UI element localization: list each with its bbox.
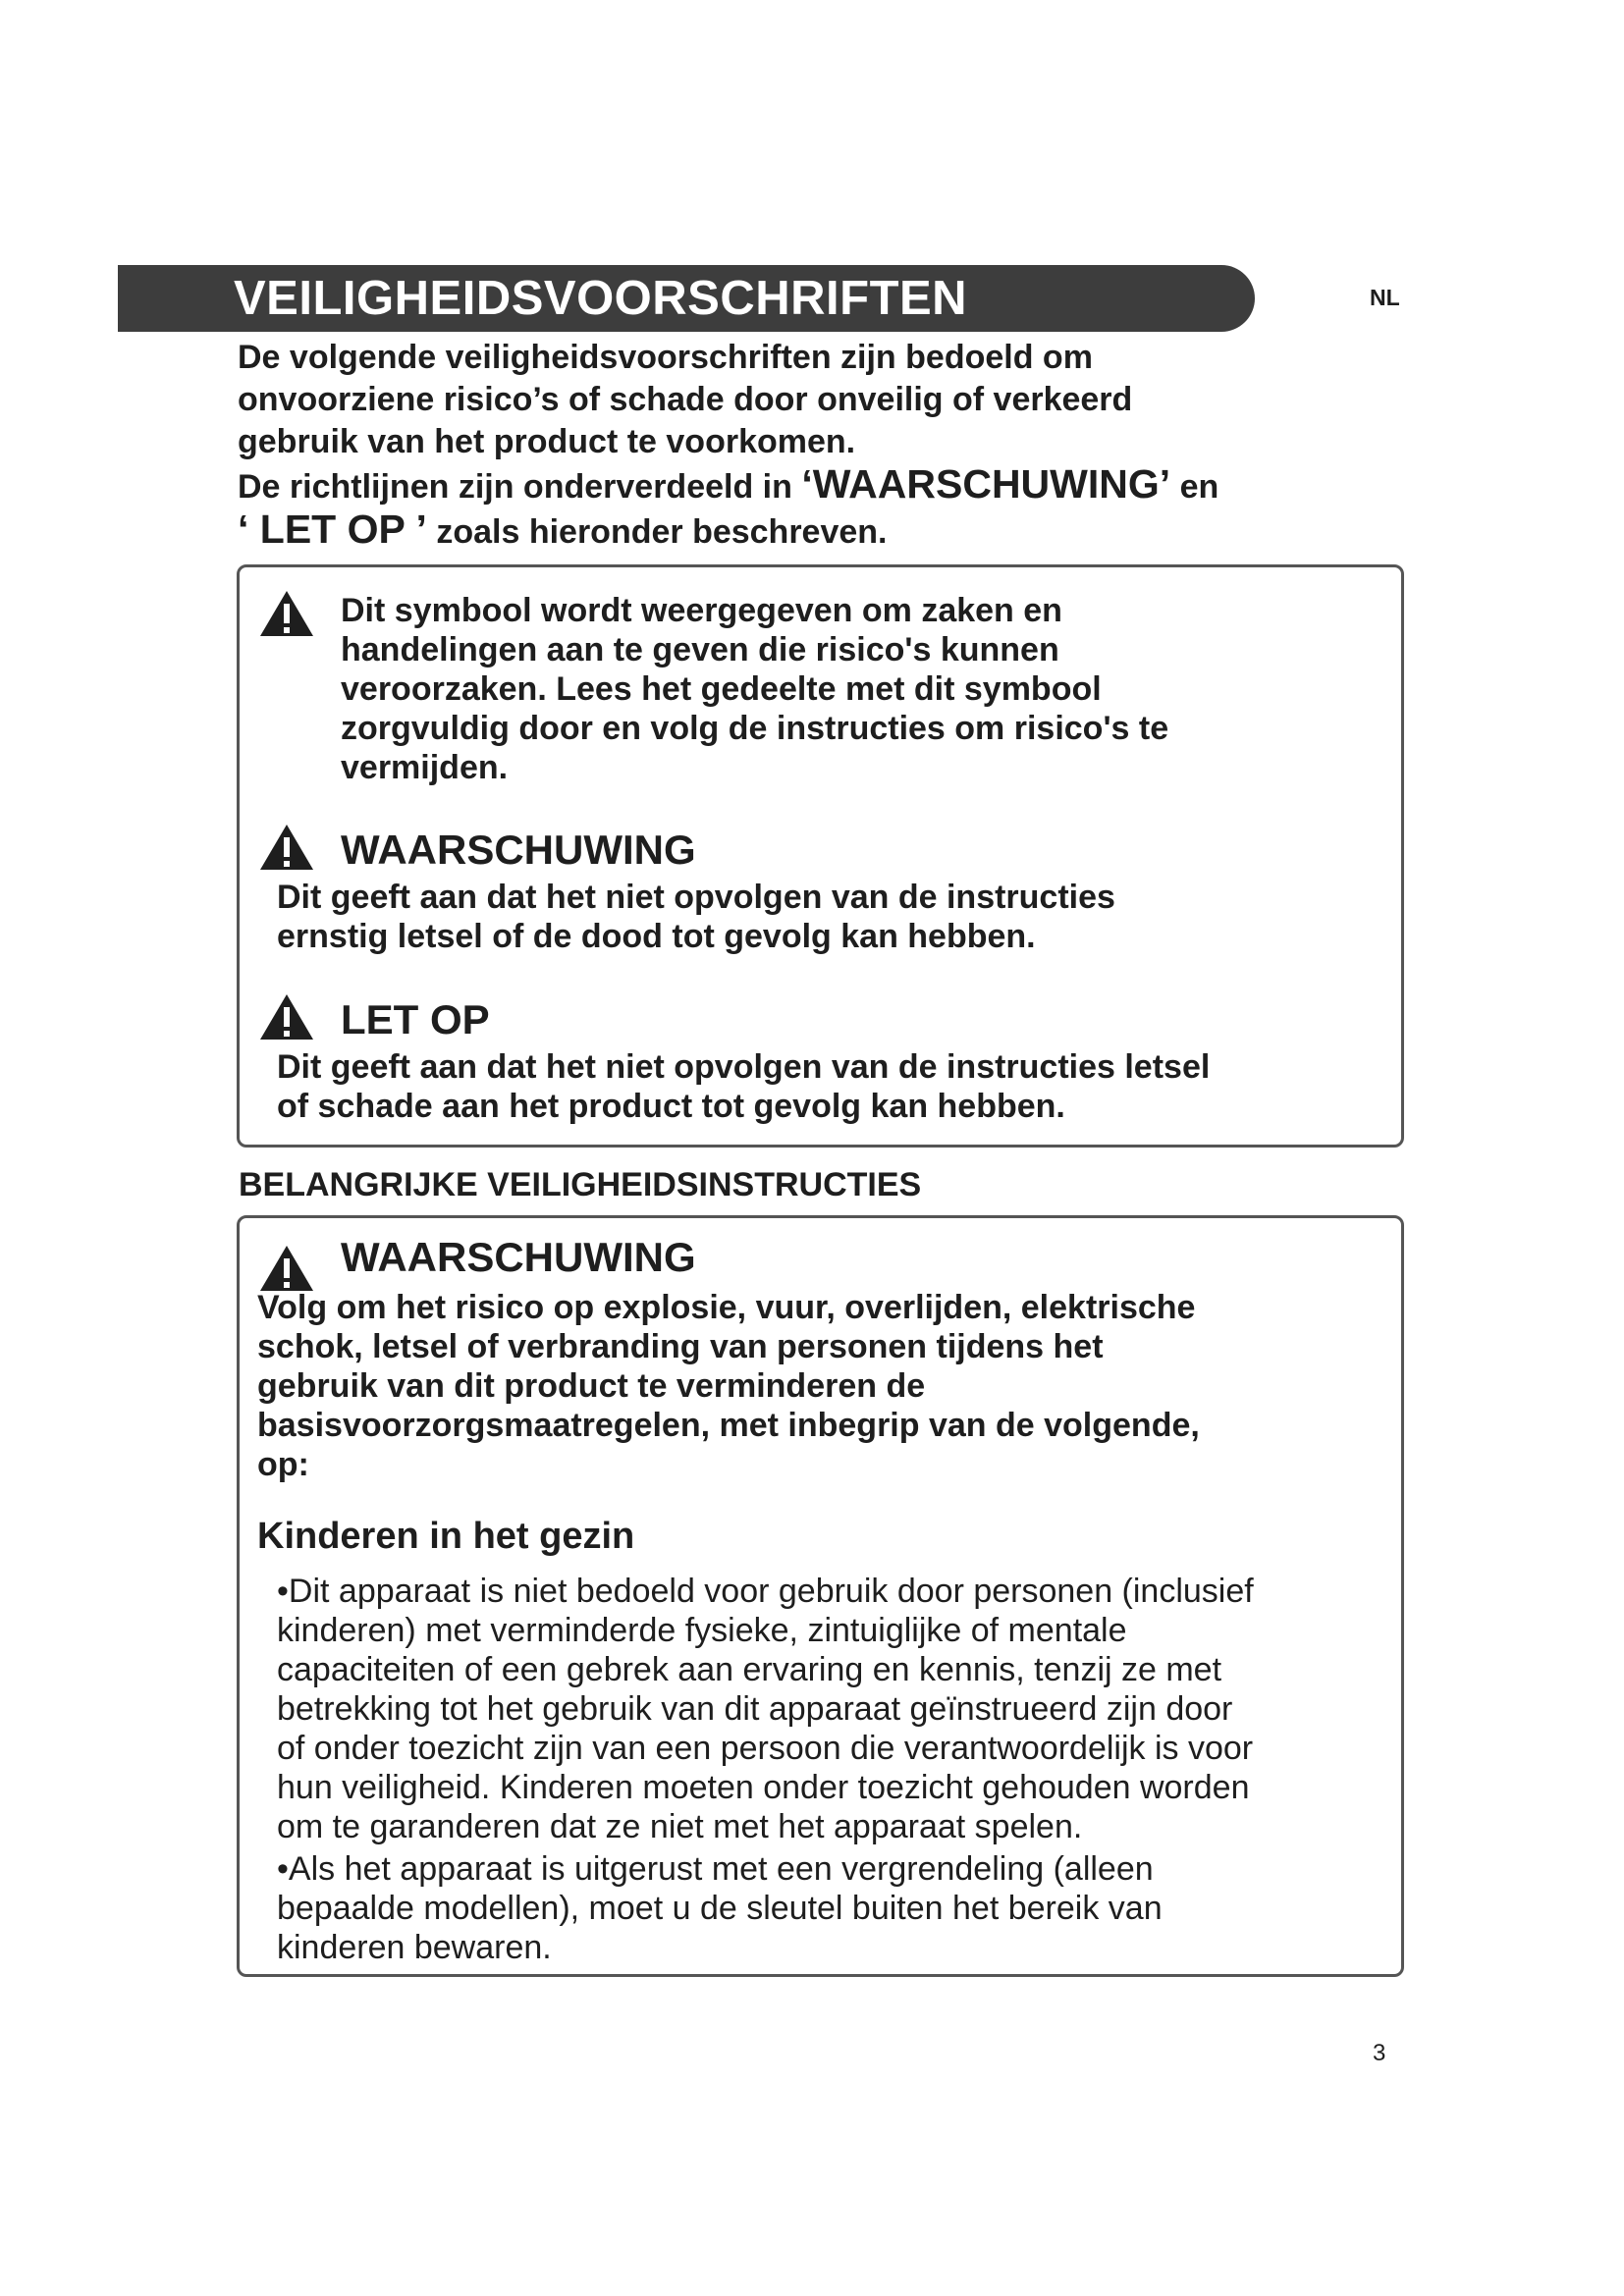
- warning-description: [277, 878, 1115, 956]
- warning-heading: WAARSCHUWING: [341, 1234, 696, 1280]
- warning-triangle-icon: [258, 1244, 315, 1293]
- intro-line-prefix: De richtlijnen zijn onderverdeeld in: [238, 468, 802, 506]
- text-line: hun veiligheid. Kinderen moeten onder toezicht gehouden worden: [277, 1769, 1250, 1806]
- text-line: schok, letsel of verbranding van personen tijdens het: [257, 1328, 1104, 1365]
- term-waarschuwing: ‘WAARSCHUWING’: [801, 461, 1171, 507]
- text-line: om te garanderen dat ze niet met het apparaat spelen.: [277, 1808, 1083, 1845]
- subheading-children: Kinderen in het gezin: [257, 1516, 635, 1557]
- important-instructions-box: [237, 1215, 1404, 1977]
- text-line: gebruik van dit product te verminderen de: [257, 1367, 926, 1405]
- text-line: Volg om het risico op explosie, vuur, overlijden, elektrische: [257, 1289, 1196, 1326]
- intro-line: onvoorziene risico’s of schade door onveilig of verkeerd: [238, 381, 1133, 418]
- caution-heading: LET OP: [341, 996, 490, 1042]
- intro-line: gebruik van het product te voorkomen.: [238, 423, 856, 460]
- text-line: bepaalde modellen), moet u de sleutel buiten het bereik van: [277, 1890, 1163, 1927]
- text-line: Dit geeft aan dat het niet opvolgen van de instructies letsel: [277, 1048, 1211, 1086]
- text-line: op:: [257, 1446, 309, 1483]
- intro-line: [238, 463, 1396, 508]
- text-line: ernstig letsel of de dood tot gevolg kan hebben.: [277, 918, 1036, 955]
- header-bar: [118, 265, 1255, 332]
- text-line: •Als het apparaat is uitgerust met een vergrendeling (alleen: [277, 1850, 1154, 1888]
- text-line: zorgvuldig door en volg de instructies om risico's te: [341, 710, 1169, 747]
- warning-intro: [257, 1288, 1200, 1484]
- text-line: kinderen bewaren.: [277, 1929, 552, 1966]
- warning-triangle-icon: [258, 823, 315, 872]
- text-line: Dit symbool wordt weergegeven om zaken en: [341, 592, 1062, 629]
- text-line: basisvoorzorgsmaatregelen, met inbegrip van de volgende,: [257, 1407, 1200, 1444]
- warning-triangle-icon: [258, 589, 315, 638]
- text-line: of schade aan het product tot gevolg kan hebben.: [277, 1088, 1065, 1125]
- warning-heading: WAARSCHUWING: [341, 827, 696, 873]
- text-line: veroorzaken. Lees het gedeelte met dit symbool: [341, 670, 1102, 708]
- page-title: VEILIGHEIDSVOORSCHRIFTEN: [234, 272, 968, 325]
- text-line: handelingen aan te geven die risico's kunnen: [341, 631, 1059, 668]
- page-number: 3: [1373, 2040, 1386, 2066]
- symbol-description: [341, 591, 1168, 787]
- section-title: BELANGRIJKE VEILIGHEIDSINSTRUCTIES: [239, 1166, 922, 1203]
- intro-text: [238, 337, 1396, 554]
- caution-description: [277, 1047, 1210, 1126]
- language-code: NL: [1370, 285, 1400, 310]
- term-let-op: ‘ LET OP ’: [238, 507, 427, 552]
- text-line: betrekking tot het gebruik van dit apparaat geïnstrueerd zijn door: [277, 1690, 1233, 1728]
- intro-line: De volgende veiligheidsvoorschriften zijn bedoeld om: [238, 339, 1093, 376]
- bullet-item: [277, 1849, 1163, 1967]
- text-line: •Dit apparaat is niet bedoeld voor gebruik door personen (inclusief: [277, 1573, 1254, 1610]
- bullet-item: [277, 1572, 1254, 1846]
- text-line: vermijden.: [341, 749, 509, 786]
- text-line: of onder toezicht zijn van een persoon die verantwoordelijk is voor: [277, 1730, 1254, 1767]
- intro-line-suffix: zoals hieronder beschreven.: [426, 513, 888, 551]
- symbol-legend-box: [237, 564, 1404, 1148]
- intro-line-suffix: en: [1170, 468, 1219, 506]
- text-line: kinderen) met verminderde fysieke, zintuiglijke of mentale: [277, 1612, 1127, 1649]
- text-line: Dit geeft aan dat het niet opvolgen van de instructies: [277, 879, 1115, 916]
- intro-line: [238, 508, 1396, 554]
- warning-triangle-icon: [258, 992, 315, 1041]
- text-line: capaciteiten of een gebrek aan ervaring en kennis, tenzij ze met: [277, 1651, 1222, 1688]
